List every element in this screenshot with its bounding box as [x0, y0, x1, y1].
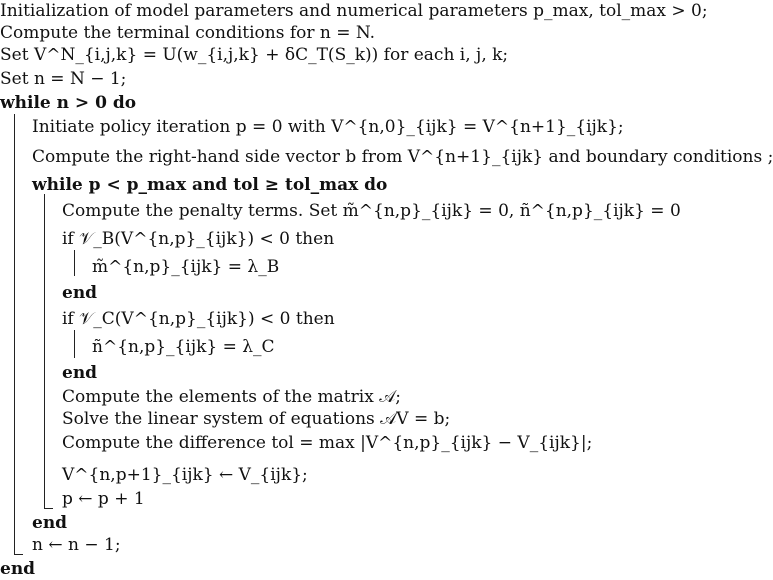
algo-line-4	[0, 92, 136, 114]
algo-line-14	[62, 362, 97, 384]
algo-line-22-text: end	[0, 559, 36, 579]
algo-line-8-text: Compute the penalty terms. Set m̃^{n,p}_{ijk} = 0, ñ^{n,p}_{ijk} = 0	[62, 201, 681, 221]
algo-line-1-text: Compute the terminal conditions for n = N.	[0, 23, 376, 43]
algo-line-7-text: while p < p_max and tol ≥ tol_max do	[32, 175, 388, 195]
algo-line-15-text: Compute the elements of the matrix 𝒜;	[62, 387, 402, 407]
algo-line-11	[62, 282, 97, 304]
algo-line-0	[0, 0, 708, 22]
algo-line-2-text: Set V^N_{i,j,k} = U(w_{i,j,k} + δC_T(S_k)) for each i, j, k;	[0, 45, 509, 65]
algo-line-20-text: end	[32, 513, 68, 533]
algo-line-21	[32, 534, 121, 556]
algo-line-9	[62, 228, 334, 250]
algo-line-22	[0, 558, 35, 580]
while-outer-guide	[14, 114, 15, 554]
algo-line-16-text: Solve the linear system of equations 𝒜V = b;	[62, 409, 451, 429]
algo-line-3-text: Set n = N − 1;	[0, 69, 127, 89]
algo-line-16	[62, 408, 450, 430]
algo-line-8	[62, 200, 681, 222]
algo-line-20	[32, 512, 67, 534]
algo-line-11-text: end	[62, 283, 98, 303]
while-inner-guide	[44, 194, 45, 508]
algo-line-6-text: Compute the right-hand side vector b from V^{n+1}_{ijk} and boundary conditions ;	[32, 147, 773, 167]
algo-line-21-text: n ← n − 1;	[32, 535, 121, 555]
algo-line-19	[62, 488, 145, 510]
algo-line-5-text: Initiate policy iteration p = 0 with V^{n,0}_{ijk} = V^{n+1}_{ijk};	[32, 117, 624, 137]
algo-line-5	[32, 116, 624, 138]
algo-line-10-text: m̃^{n,p}_{ijk} = λ_B	[92, 257, 280, 277]
algo-line-12-text: if 𝒱_C(V^{n,p}_{ijk}) < 0 then	[62, 309, 335, 329]
while-inner-guide-foot	[44, 508, 53, 509]
algo-line-7	[32, 174, 387, 196]
algo-line-17	[62, 432, 592, 454]
algo-line-6	[32, 146, 773, 168]
algo-line-10	[92, 256, 279, 278]
algo-line-3	[0, 68, 126, 90]
algo-line-4-text: while n > 0 do	[0, 93, 137, 113]
algo-line-14-text: end	[62, 363, 98, 383]
while-outer-guide-foot	[14, 554, 23, 555]
if-b-guide	[74, 250, 75, 276]
algo-line-18-text: V^{n,p+1}_{ijk} ← V_{ijk};	[62, 465, 308, 485]
algo-line-15	[62, 386, 401, 408]
algo-line-19-text: p ← p + 1	[62, 489, 145, 509]
algo-line-2	[0, 44, 508, 66]
if-c-guide	[74, 330, 75, 358]
algo-line-13-text: ñ^{n,p}_{ijk} = λ_C	[92, 337, 275, 357]
algo-line-0-text: Initialization of model parameters and numerical parameters p_max, tol_max > 0;	[0, 1, 708, 21]
algo-line-12	[62, 308, 335, 330]
algo-line-13	[92, 336, 275, 358]
algo-line-1	[0, 22, 375, 44]
algo-line-17-text: Compute the difference tol = max |V^{n,p}_{ijk} − V_{ijk}|;	[62, 433, 593, 453]
algo-line-9-text: if 𝒱_B(V^{n,p}_{ijk}) < 0 then	[62, 229, 335, 249]
algo-line-18	[62, 464, 308, 486]
